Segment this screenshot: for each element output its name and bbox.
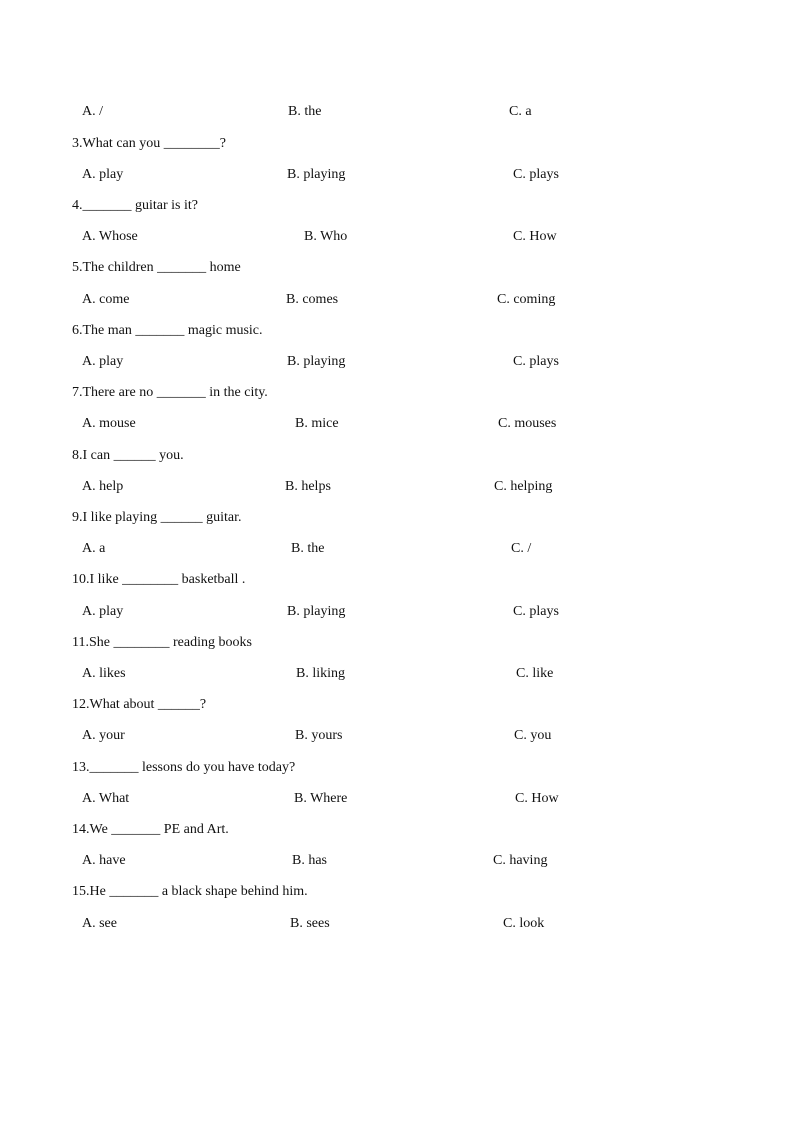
question-stem: 3.What can you ________? <box>72 136 226 151</box>
question-8 <box>0 446 794 466</box>
options-row-q13 <box>0 789 794 809</box>
option-b: B. comes <box>286 292 339 307</box>
option-a: A. have <box>82 853 126 868</box>
option-b: B. playing <box>287 604 346 619</box>
question-stem: 14.We _______ PE and Art. <box>72 822 229 837</box>
option-c: C. having <box>493 853 548 868</box>
question-10 <box>0 570 794 590</box>
option-a: A. Whose <box>82 229 138 244</box>
question-5 <box>0 258 794 278</box>
question-15 <box>0 882 794 902</box>
option-c: C. How <box>513 229 557 244</box>
question-13 <box>0 758 794 778</box>
options-row-q3 <box>0 165 794 185</box>
option-c: C. mouses <box>498 416 557 431</box>
option-b: B. sees <box>290 916 330 931</box>
question-11 <box>0 633 794 653</box>
options-row-q12 <box>0 726 794 746</box>
option-a: A. come <box>82 292 130 307</box>
options-row-q6 <box>0 352 794 372</box>
question-stem: 9.I like playing ______ guitar. <box>72 510 242 525</box>
option-c: C. How <box>515 791 559 806</box>
question-4 <box>0 196 794 216</box>
options-row-q10 <box>0 602 794 622</box>
question-6 <box>0 321 794 341</box>
question-9 <box>0 508 794 528</box>
question-stem: 10.I like ________ basketball . <box>72 572 246 587</box>
options-row-q5 <box>0 290 794 310</box>
option-b: B. liking <box>296 666 346 681</box>
option-c: C. look <box>503 916 545 931</box>
question-stem: 11.She ________ reading books <box>72 635 252 650</box>
option-c: C. plays <box>513 354 559 369</box>
option-a: A. play <box>82 167 124 182</box>
question-stem: 13._______ lessons do you have today? <box>72 760 296 775</box>
question-stem: 4._______ guitar is it? <box>72 198 198 213</box>
option-a: A. help <box>82 479 124 494</box>
option-c: C. like <box>516 666 554 681</box>
question-3 <box>0 134 794 154</box>
options-row-q4 <box>0 227 794 247</box>
option-b: B. the <box>291 541 325 556</box>
option-b: B. playing <box>287 167 346 182</box>
options-row-q11 <box>0 664 794 684</box>
option-c: C. coming <box>497 292 556 307</box>
option-c: C. plays <box>513 604 559 619</box>
question-stem: 5.The children _______ home <box>72 260 241 275</box>
question-12 <box>0 695 794 715</box>
options-row-q8 <box>0 477 794 497</box>
option-a: A. / <box>82 104 103 119</box>
options-row-q2 <box>0 102 794 122</box>
option-a: A. play <box>82 354 124 369</box>
question-stem: 6.The man _______ magic music. <box>72 323 263 338</box>
question-stem: 15.He _______ a black shape behind him. <box>72 884 308 899</box>
option-b: B. Who <box>304 229 348 244</box>
options-row-q9 <box>0 539 794 559</box>
option-a: A. mouse <box>82 416 136 431</box>
question-stem: 12.What about ______? <box>72 697 207 712</box>
option-c: C. a <box>509 104 532 119</box>
option-a: A. a <box>82 541 106 556</box>
options-row-q15 <box>0 914 794 934</box>
option-b: B. has <box>292 853 327 868</box>
question-14 <box>0 820 794 840</box>
option-c: C. you <box>514 728 552 743</box>
option-b: B. yours <box>295 728 343 743</box>
option-a: A. your <box>82 728 125 743</box>
options-row-q7 <box>0 414 794 434</box>
question-stem: 8.I can ______ you. <box>72 448 184 463</box>
question-7 <box>0 383 794 403</box>
option-b: B. playing <box>287 354 346 369</box>
option-b: B. the <box>288 104 322 119</box>
option-b: B. Where <box>294 791 348 806</box>
option-b: B. mice <box>295 416 339 431</box>
option-c: C. plays <box>513 167 559 182</box>
option-a: A. What <box>82 791 130 806</box>
option-c: C. helping <box>494 479 553 494</box>
question-stem: 7.There are no _______ in the city. <box>72 385 268 400</box>
option-b: B. helps <box>285 479 331 494</box>
option-c: C. / <box>511 541 532 556</box>
options-row-q14 <box>0 851 794 871</box>
option-a: A. see <box>82 916 117 931</box>
option-a: A. likes <box>82 666 126 681</box>
option-a: A. play <box>82 604 124 619</box>
